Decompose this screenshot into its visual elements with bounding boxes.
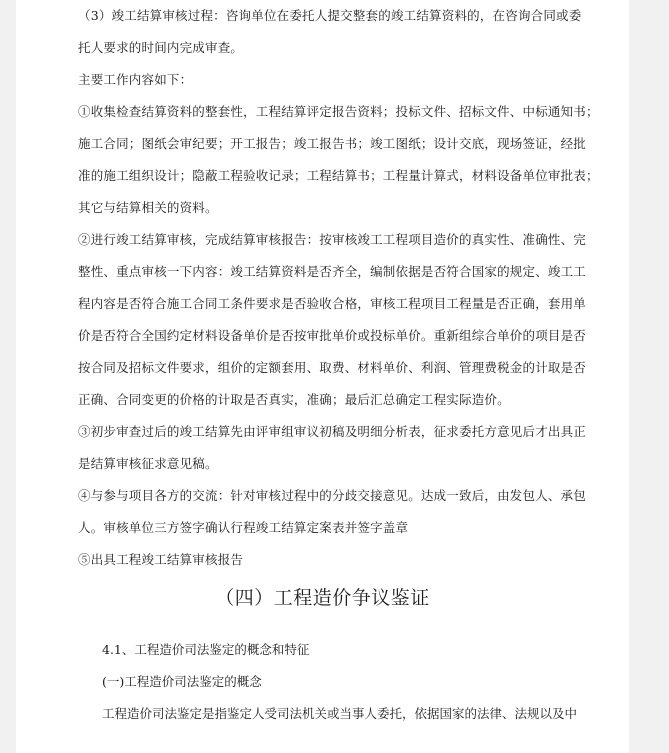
paragraph-3-line-1: （3）竣工结算审核过程：咨询单位在委托人提交整套的竣工结算资料的，在咨询合同或委 bbox=[78, 8, 582, 23]
subheading-concept: (一)工程造价司法鉴定的概念 bbox=[102, 674, 262, 689]
item-5: ⑤出具工程竣工结算审核报告 bbox=[78, 552, 244, 567]
item-3-line-2: 是结算审核征求意见稿。 bbox=[78, 456, 218, 471]
section-title: （四）工程造价争议鉴证 bbox=[215, 587, 430, 609]
item-2-line-5: 按合同及招标文件要求，组价的定额套用、取费、材料单价、利润、管理费税金的计取是否 bbox=[78, 360, 587, 375]
concept-paragraph-line-1: 工程造价司法鉴定是指鉴定人受司法机关或当事人委托，依据国家的法律、法规以及中 bbox=[102, 706, 578, 721]
item-2-line-3: 程内容是否符合施工合同工条件要求是否验收合格，审核工程项目工程量是否正确，套用单 bbox=[78, 296, 587, 311]
paragraph-3-line-2: 托人要求的时间内完成审查。 bbox=[78, 40, 244, 55]
item-2-line-1: ②进行竣工结算审核，完成结算审核报告：按审核竣工工程项目造价的真实性、准确性、完 bbox=[78, 232, 587, 247]
item-4-line-2: 人。审核单位三方签字确认行程竣工结算定案表并签字盖章 bbox=[78, 520, 409, 535]
item-3-line-1: ③初步审查过后的竣工结算先由评审组审议初稿及明细分析表，征求委托方意见后才出具正 bbox=[78, 424, 587, 439]
item-4-line-1: ④与参与项目各方的交流：针对审核过程中的分歧交接意见。达成一致后，由发包人、承包 bbox=[78, 488, 587, 503]
main-work-heading: 主要工作内容如下： bbox=[78, 72, 193, 87]
item-1-line-1: ①收集检查结算资料的整套性，工程结算评定报告资料；投标文件、招标文件、中标通知书； bbox=[78, 104, 599, 119]
item-1-line-2: 施工合同；图纸会审纪要；开工报告；竣工报告书；竣工图纸；设计交底，现场签证，经批 bbox=[78, 136, 587, 151]
item-2-line-4: 价是否符合全国约定材料设备单价是否按审批单价或投标单价。重新组综合单价的项目是否 bbox=[78, 328, 587, 343]
item-1-line-4: 其它与结算相关的资料。 bbox=[78, 200, 218, 215]
item-1-line-3: 准的施工组织设计；隐蔽工程验收记录；工程结算书；工程量计算式，材料设备单位审批表； bbox=[78, 168, 599, 183]
item-2-line-2: 整性、重点审核一下内容：竣工结算资料是否齐全，编制依据是否符合国家的规定、竣工工 bbox=[78, 264, 587, 279]
subsection-4-1-heading: 4.1、工程造价司法鉴定的概念和特征 bbox=[102, 642, 310, 657]
item-2-line-6: 正确、合同变更的价格的计取是否真实，准确；最后汇总确定工程实际造价。 bbox=[78, 392, 510, 407]
